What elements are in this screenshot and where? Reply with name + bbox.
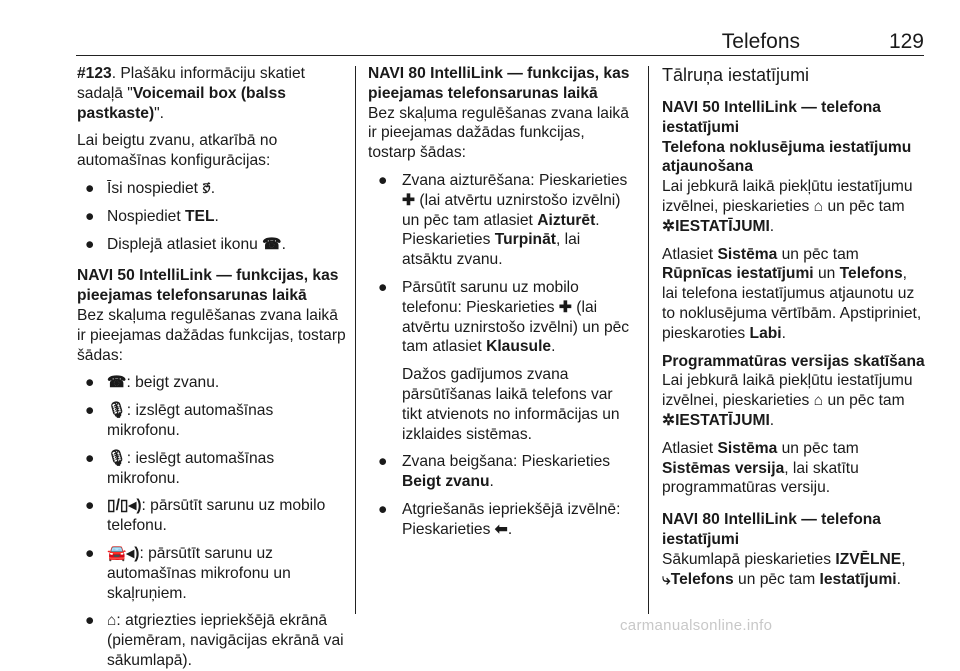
list-item: ● Zvana aizturēšana: Pieskarieties ✚ (lai atvērtu uznirstošo izvēlni) un pēc tam atlasiet Aizturēt. Pieskarieties Turpināt, lai atsāktu zvanu. (378, 171, 628, 269)
column-divider-1 (355, 66, 356, 614)
list-item: ● Atgriešanās iepriekšējā izvēlnē: Pieskarieties ⬅. (378, 500, 621, 538)
list-item: ● ⌂: atgriezties iepriekšējā ekrānā (piemēram, navigācijas ekrānā vai sākumlapā). (85, 612, 344, 669)
list-item: ● 🚘◂): pārsūtīt sarunu uz automašīnas mikrofonu un skaļruņiem. (85, 544, 291, 602)
header-rule (76, 55, 924, 56)
paragraph: Atlasiet Sistēma un pēc tam Sistēmas versija, lai skatītu programmatūras versiju. (662, 439, 859, 497)
list-item: ● Zvana beigšana: Pieskarieties Beigt zvanu. (378, 453, 611, 491)
section-title: Tālruņa iestatījumi (662, 65, 810, 85)
plus-icon: ✚ (402, 191, 416, 209)
home-icon: ⌂ (107, 612, 117, 630)
hang-up-icon: ☎ (107, 374, 127, 392)
section-heading: NAVI 80 IntelliLink — funkcijas, kas pieejamas telefonsarunas laikā (368, 65, 630, 102)
list-item: ● ▯/▯◂): pārsūtīt sarunu uz mobilo telefonu. (85, 497, 326, 535)
section-heading: NAVI 50 IntelliLink — funkcijas, kas pieejamas telefonsarunas laikā (77, 267, 339, 305)
plus-icon: ✚ (558, 298, 572, 316)
voicemail-paragraph: #123. Plašāku informāciju skatiet sadaļā "Voicemail box (balss pastkaste)". (77, 65, 305, 122)
page-header-title: Telefons (721, 30, 800, 53)
list-item: ● Displejā atlasiet ikonu ☎. (85, 235, 286, 253)
home-icon: ⌂ (813, 392, 824, 410)
page-number: 129 (888, 30, 924, 53)
settings-label: ✲IESTATĪJUMI (662, 411, 770, 429)
list-item: ● 🎙: izslēgt automašīnas mikrofonu. (85, 402, 274, 439)
paragraph: Lai jebkurā laikā piekļūtu iestatījumu izvēlnei, pieskarieties ⌂ un pēc tam ✲IESTATĪJUMI. (662, 178, 913, 235)
paragraph: Atlasiet Sistēma un pēc tam Rūpnīcas iestatījumi un Telefons, lai telefona iestatījumus atjaunotu uz to noklusējuma vērtībām. Apstipriniet, pieskaroties Labi. (662, 245, 922, 342)
microphone-off-icon: 🎙 (107, 402, 127, 420)
end-call-intro: Lai beigtu zvanu, atkarībā no automašīnas konfigurācijas: (77, 132, 278, 170)
microphone-on-icon: 🎙 (107, 449, 127, 467)
functions-intro: Bez skaļuma regulēšanas zvana laikā ir pieejamas dažādas funkcijas, tostarp šādas: (77, 306, 346, 364)
list-item: ● ☎: beigt zvanu. (85, 374, 220, 392)
list-item: ● Īsi nospiediet 🙑. (85, 179, 216, 197)
list-item: ● Nospiediet TEL. (85, 207, 219, 225)
section-heading: NAVI 50 IntelliLink — telefona iestatījumi (662, 99, 881, 136)
list-item: ● Pārsūtīt sarunu uz mobilo telefonu: Pieskarieties ✚ (lai atvērtu uznirstošo izvēlni) un pēc tam atlasiet Klausule. (378, 278, 630, 356)
phone-menu-label: ⤷Telefons (662, 570, 734, 588)
functions-intro: Bez skaļuma regulēšanas zvana laikā ir pieejamas dažādas funkcijas, tostarp šādas: (368, 104, 629, 162)
column-divider-2 (648, 66, 649, 614)
column-3 (662, 64, 926, 589)
home-icon: ⌂ (813, 197, 824, 215)
section-heading: NAVI 80 IntelliLink — telefona iestatījumi (662, 511, 881, 548)
watermark: carmanualsonline.info (620, 617, 773, 634)
column-2 (368, 64, 634, 540)
phone-transfer-icon: ▯/▯◂) (107, 497, 142, 515)
hang-up-icon: ☎ (262, 235, 282, 253)
list-item: ● 🎙: ieslēgt automašīnas mikrofonu. (85, 449, 275, 487)
car-speaker-icon: 🚘◂) (107, 544, 140, 562)
column-1 (77, 64, 349, 671)
back-arrow-icon: ⬅ (494, 520, 508, 538)
subsection-heading: Telefona noklusējuma iestatījumu atjaunošana (662, 138, 912, 176)
subsection-heading: Programmatūras versijas skatīšana (662, 352, 925, 370)
settings-label: ✲IESTATĪJUMI (662, 217, 770, 235)
list-item-note: Dažos gadījumos zvana pārsūtīšanas laikā telefons var tikt atvienots no informācijas un izklaides sistēmas. (402, 366, 620, 443)
paragraph: Lai jebkurā laikā piekļūtu iestatījumu izvēlnei, pieskarieties ⌂ un pēc tam ✲IESTATĪJUMI. (662, 372, 913, 429)
end-call-icon: 🙑 (202, 179, 211, 197)
paragraph: Sākumlapā pieskarieties IZVĒLNE, ⤷Telefons un pēc tam Iestatījumi. (662, 550, 906, 588)
